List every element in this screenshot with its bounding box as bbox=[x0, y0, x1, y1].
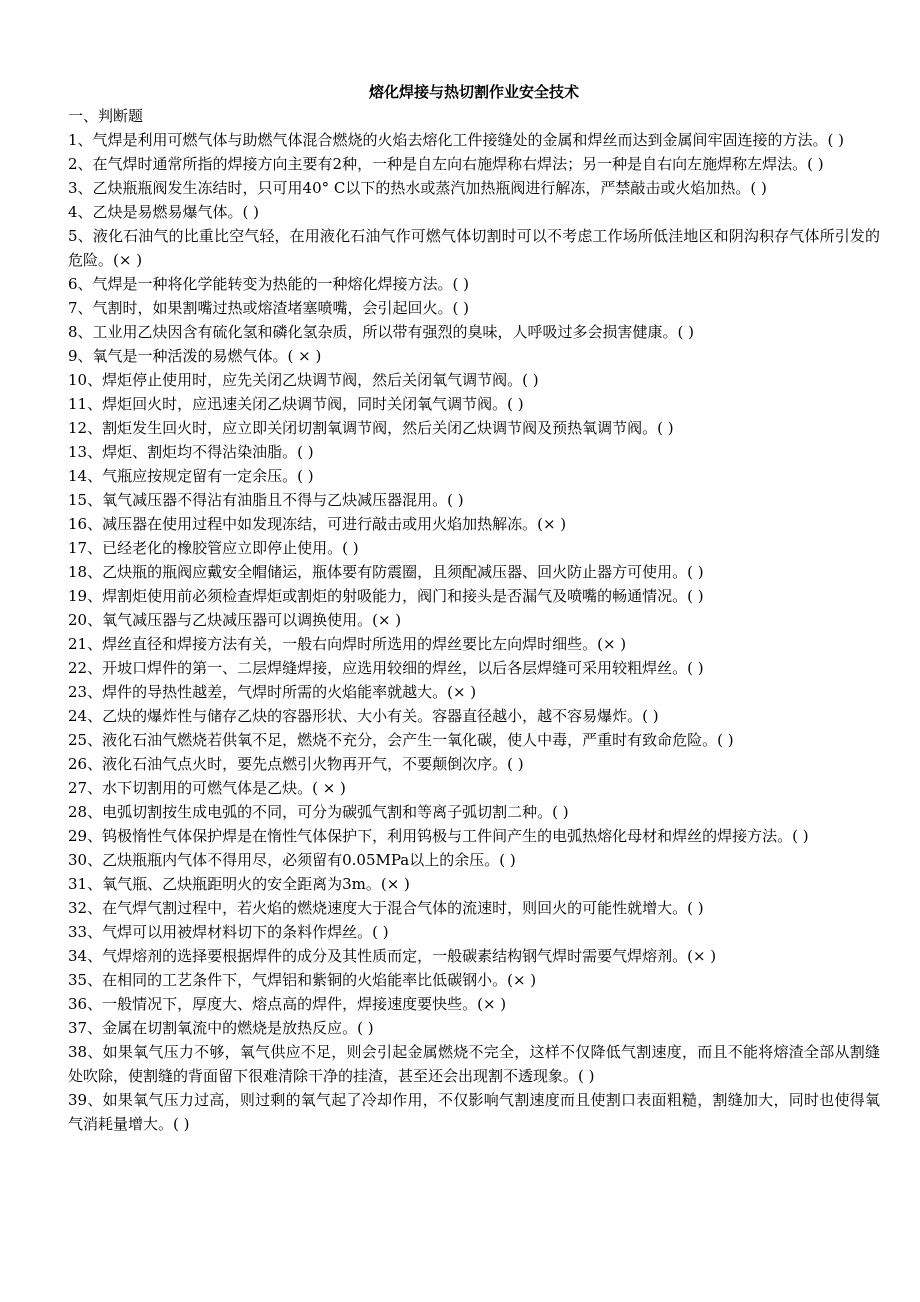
question-item: 27、水下切割用的可燃气体是乙炔。( × ) bbox=[68, 779, 346, 797]
question-item: 21、焊丝直径和焊接方法有关，一般右向焊时所选用的焊丝要比左向焊时细些。(× ) bbox=[68, 635, 627, 653]
question-item: 11、焊炬回火时，应迅速关闭乙炔调节阀，同时关闭氧气调节阀。( ) bbox=[68, 395, 524, 413]
question-item: 18、乙炔瓶的瓶阀应戴安全帽储运，瓶体要有防震圈，且须配减压器、回火防止器方可使用。( ) bbox=[68, 563, 704, 581]
question-item: 28、电弧切割按生成电弧的不同，可分为碳弧气割和等离子弧切割二种。( ) bbox=[68, 803, 569, 821]
question-item: 13、焊炬、割炬均不得沾染油脂。( ) bbox=[68, 443, 314, 461]
question-item: 24、乙炔的爆炸性与储存乙炔的容器形状、大小有关。容器直径越小，越不容易爆炸。( ) bbox=[68, 707, 659, 725]
section-heading: 一、判断题 bbox=[68, 107, 144, 125]
question-item: 9、氧气是一种活泼的易燃气体。( × ) bbox=[68, 347, 322, 365]
question-item: 16、减压器在使用过程中如发现冻结，可进行敲击或用火焰加热解冻。(× ) bbox=[68, 515, 567, 533]
question-item: 34、气焊熔剂的选择要根据焊件的成分及其性质而定，一般碳素结构钢气焊时需要气焊熔剂。(× ) bbox=[68, 947, 717, 965]
question-item: 25、液化石油气燃烧若供氧不足，燃烧不充分，会产生一氧化碳，使人中毒，严重时有致命危险。( ) bbox=[68, 731, 734, 749]
question-item: 37、金属在切割氧流中的燃烧是放热反应。( ) bbox=[68, 1019, 374, 1037]
question-item: 26、液化石油气点火时，要先点燃引火物再开气，不要颠倒次序。( ) bbox=[68, 755, 524, 773]
question-item: 33、气焊可以用被焊材料切下的条料作焊丝。( ) bbox=[68, 923, 389, 941]
question-item: 1、气焊是利用可燃气体与助燃气体混合燃烧的火焰去熔化工件接缝处的金属和焊丝而达到金属间牢固连接的方法。( ) bbox=[68, 131, 845, 149]
question-item: 17、已经老化的橡胶管应立即停止使用。( ) bbox=[68, 539, 359, 557]
question-item: 32、在气焊气割过程中，若火焰的燃烧速度大于混合气体的流速时，则回火的可能性就增大。( ) bbox=[68, 899, 704, 917]
question-item: 4、乙炔是易燃易爆气体。( ) bbox=[68, 203, 260, 221]
question-item: 3、乙炔瓶瓶阀发生冻结时，只可用40° C以下的热水或蒸汽加热瓶阀进行解冻，严禁敲击或火焰加热。( ) bbox=[68, 179, 767, 197]
question-item: 10、焊炬停止使用时，应先关闭乙炔调节阀，然后关闭氧气调节阀。( ) bbox=[68, 371, 539, 389]
question-list bbox=[68, 128, 880, 1136]
question-item: 20、氧气减压器与乙炔减压器可以调换使用。(× ) bbox=[68, 611, 402, 629]
question-item: 35、在相同的工艺条件下，气焊铝和紫铜的火焰能率比低碳钢小。(× ) bbox=[68, 971, 537, 989]
question-item: 36、一般情况下，厚度大、熔点高的焊件，焊接速度要快些。(× ) bbox=[68, 995, 507, 1013]
question-item: 5、液化石油气的比重比空气轻，在用液化石油气作可燃气体切割时可以不考虑工作场所低洼地区和阴沟积存气体所引发的危险。(× ) bbox=[68, 227, 880, 269]
question-item: 15、氧气减压器不得沾有油脂且不得与乙炔减压器混用。( ) bbox=[68, 491, 464, 509]
question-item: 12、割炬发生回火时，应立即关闭切割氧调节阀，然后关闭乙炔调节阀及预热氧调节阀。( ) bbox=[68, 419, 674, 437]
question-item: 14、气瓶应按规定留有一定余压。( ) bbox=[68, 467, 314, 485]
question-item: 7、气割时，如果割嘴过热或熔渣堵塞喷嘴，会引起回火。( ) bbox=[68, 299, 470, 317]
question-item: 2、在气焊时通常所指的焊接方向主要有2种，一种是自左向右施焊称右焊法；另一种是自右向左施焊称左焊法。( ) bbox=[68, 155, 824, 173]
document-page bbox=[68, 80, 880, 1136]
question-item: 39、如果氧气压力过高，则过剩的氧气起了冷却作用，不仅影响气割速度而且使割口表面粗糙，割缝加大，同时也使得氧气消耗量增大。( ) bbox=[68, 1091, 880, 1133]
question-item: 22、开坡口焊件的第一、二层焊缝焊接，应选用较细的焊丝，以后各层焊缝可采用较粗焊丝。( ) bbox=[68, 659, 704, 677]
question-item: 31、氧气瓶、乙炔瓶距明火的安全距离为3m。(× ) bbox=[68, 875, 410, 893]
question-item: 38、如果氧气压力不够，氧气供应不足，则会引起金属燃烧不完全，这样不仅降低气割速度，而且不能将熔渣全部从割缝处吹除，使割缝的背面留下很难清除干净的挂渣，甚至还会出现割不透现象。( ) bbox=[68, 1043, 880, 1085]
question-item: 19、焊割炬使用前必须检查焊炬或割炬的射吸能力，阀门和接头是否漏气及喷嘴的畅通情况。( ) bbox=[68, 587, 704, 605]
document-title: 熔化焊接与热切割作业安全技术 bbox=[368, 83, 579, 101]
question-item: 8、工业用乙炔因含有硫化氢和磷化氢杂质，所以带有强烈的臭味，人呼吸过多会损害健康。( ) bbox=[68, 323, 695, 341]
question-item: 30、乙炔瓶瓶内气体不得用尽，必须留有0.05MPa以上的余压。( ) bbox=[68, 851, 516, 869]
question-item: 23、焊件的导热性越差，气焊时所需的火焰能率就越大。(× ) bbox=[68, 683, 477, 701]
question-item: 6、气焊是一种将化学能转变为热能的一种熔化焊接方法。( ) bbox=[68, 275, 470, 293]
question-item: 29、钨极惰性气体保护焊是在惰性气体保护下，利用钨极与工件间产生的电弧热熔化母材和焊丝的焊接方法。( ) bbox=[68, 827, 809, 845]
